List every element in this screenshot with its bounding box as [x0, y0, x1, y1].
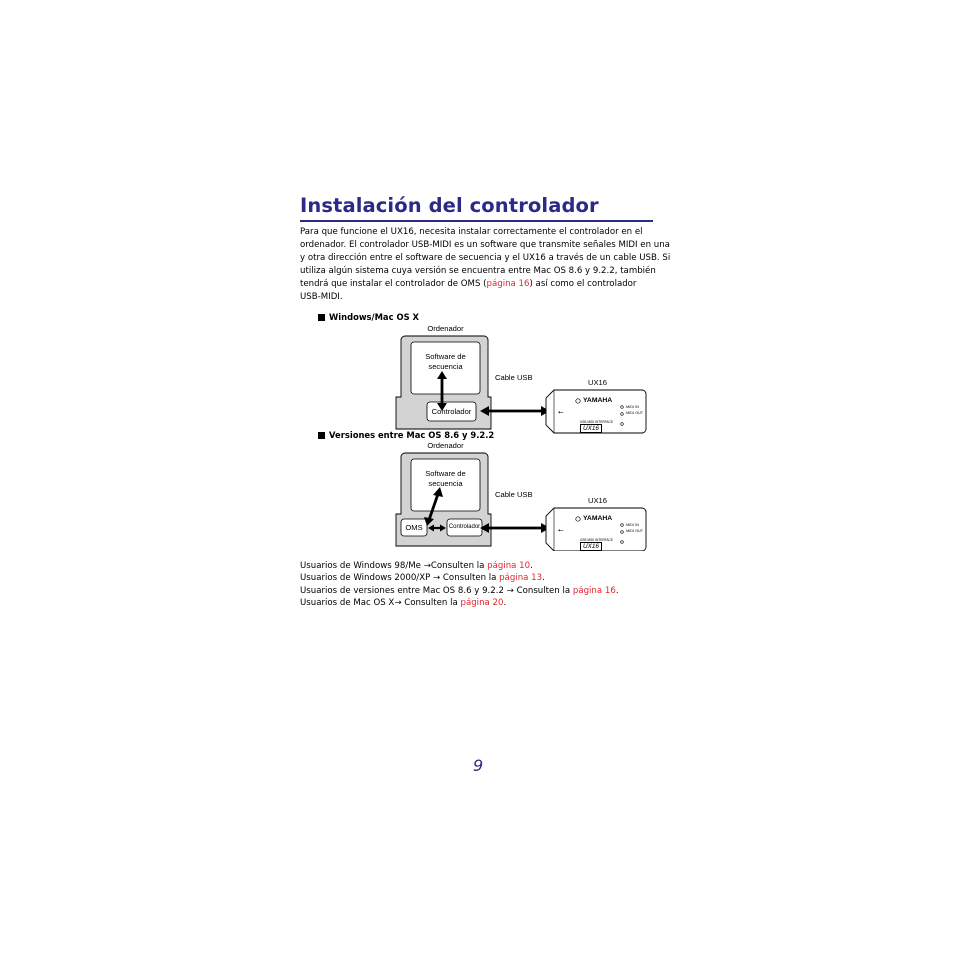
device-model: UX16: [580, 542, 602, 551]
device-model: UX16: [580, 424, 602, 433]
computer-label: Ordenador: [427, 324, 464, 333]
page-link[interactable]: página 16: [572, 585, 616, 596]
section-heading-windows: Windows/Mac OS X: [318, 312, 419, 322]
page-title: Instalación del controlador: [300, 194, 599, 217]
cable-label: Cable USB: [495, 490, 533, 499]
device-label: UX16: [588, 378, 607, 387]
page-link[interactable]: página 20: [460, 598, 504, 609]
intro-line: utiliza algún sistema cuya versión se encuentra entre Mac OS 8.6 y 9.2.2, también: [300, 265, 656, 276]
page-link[interactable]: página 10: [487, 561, 531, 571]
page-link[interactable]: página 16: [486, 278, 530, 289]
user-instructions: [300, 560, 619, 610]
cable-label: Cable USB: [495, 373, 533, 382]
device-port: MIDI IN: [626, 523, 639, 527]
bullet-square-icon: [318, 314, 325, 321]
instruction-line: Usuarios de Windows 2000/XP → Consulten la página 13.: [300, 573, 545, 584]
intro-line: tendrá que instalar el controlador de OMS (página 16) así como el controlador: [300, 278, 637, 289]
driver-label: Controlador: [431, 407, 472, 416]
intro-line: Para que funcione el UX16, necesita instalar correctamente el controlador en el: [300, 227, 643, 237]
computer-label: Ordenador: [427, 441, 464, 450]
device-label: UX16: [588, 496, 607, 505]
software-label: secuencia: [428, 362, 463, 371]
software-label: secuencia: [428, 479, 463, 488]
device-brand: YAMAHA: [583, 515, 613, 522]
device-subtitle: USB MIDI INTERFACE: [580, 420, 613, 424]
page-link[interactable]: página 13: [499, 573, 543, 584]
device-subtitle: USB MIDI INTERFACE: [580, 538, 613, 542]
software-label: Software de: [425, 352, 466, 361]
device-port: MIDI OUT: [626, 411, 644, 415]
diagram-windows: [380, 322, 660, 434]
bullet-square-icon: [318, 432, 325, 439]
intro-line: y otra dirección entre el software de secuencia y el UX16 a través de un cable USB. Si: [300, 252, 671, 263]
oms-label: OMS: [405, 523, 423, 532]
title-rule: [300, 220, 653, 222]
page-number: 9: [473, 756, 484, 775]
device-port: MIDI OUT: [626, 529, 644, 533]
diagram-macos: [380, 439, 660, 551]
svg-text:⭠: ⭠: [558, 409, 564, 416]
instruction-line: Usuarios de Windows 98/Me →Consulten la página 10.: [300, 561, 533, 571]
device-port: MIDI IN: [626, 405, 639, 409]
intro-line: ordenador. El controlador USB-MIDI es un software que transmite señales MIDI en una: [300, 239, 670, 250]
driver-label: Controlador: [448, 524, 481, 530]
section-heading-macos: Versiones entre Mac OS 8.6 y 9.2.2: [318, 430, 494, 440]
device-brand: YAMAHA: [583, 397, 613, 404]
instruction-line: Usuarios de versiones entre Mac OS 8.6 y 9.2.2 → Consulten la página 16.: [300, 585, 619, 596]
intro-paragraph: [300, 226, 671, 303]
intro-line: USB-MIDI.: [300, 291, 343, 302]
svg-text:⭠: ⭠: [558, 527, 564, 534]
software-label: Software de: [425, 469, 466, 478]
instruction-line: Usuarios de Mac OS X→ Consulten la página 20.: [300, 598, 507, 609]
